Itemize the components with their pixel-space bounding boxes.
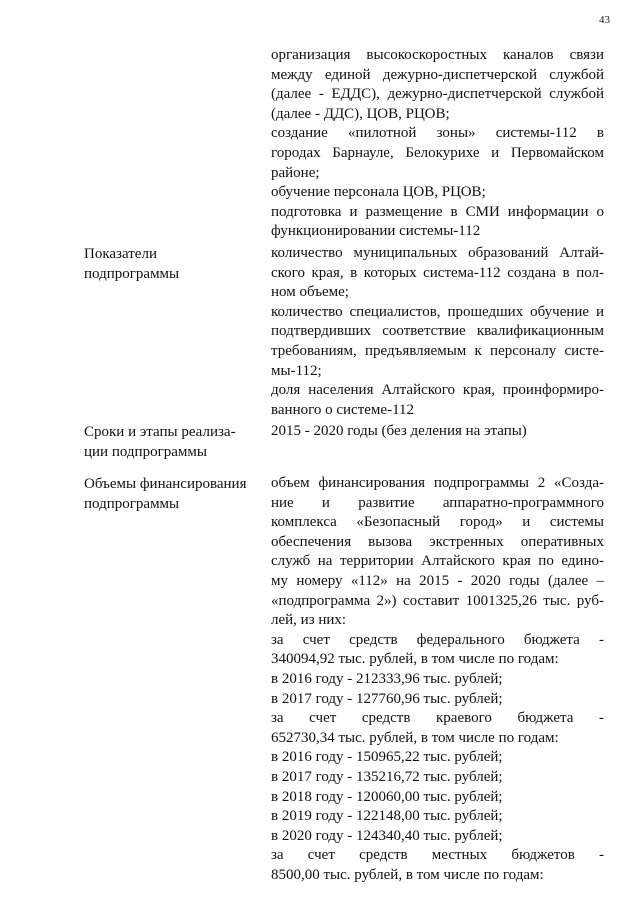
text-line: ном объеме; <box>271 284 349 301</box>
text-line: требованиям, предъявляемым к персоналу систе- <box>271 342 604 359</box>
label-line: ции подпрограммы <box>84 444 207 460</box>
text-line: «подпрограмма 2») составит 1001325,26 тыс. руб- <box>271 592 604 609</box>
row-label <box>84 474 256 514</box>
text-line: создание «пилотной зоны» системы-112 в <box>271 125 604 142</box>
label-line: Объемы финансирования <box>84 476 247 492</box>
text-line: обеспечения вызова экстренных оперативных <box>271 533 604 550</box>
text-line: ние и развитие аппаратно-программного <box>271 494 604 511</box>
text-line: подготовка и размещение в СМИ информации о <box>271 203 604 220</box>
text-line: за счет средств краевого бюджета - <box>271 710 604 727</box>
text-line: организация высокоскоростных каналов связи <box>271 47 604 63</box>
text-line: в 2019 году - 122148,00 тыс. рублей; <box>271 808 503 825</box>
financing-text <box>271 474 604 885</box>
indicators-text <box>271 244 604 420</box>
label-line: подпрограммы <box>84 496 180 512</box>
text-line: в 2017 году - 135216,72 тыс. рублей; <box>271 768 503 785</box>
text-line: городах Барнауле, Белокурихе и Первомайском <box>271 144 604 161</box>
text-line: в 2016 году - 150965,22 тыс. рублей; <box>271 749 503 766</box>
text-line: количество специалистов, прошедших обучение и <box>271 303 604 320</box>
text-line: в 2016 году - 212333,96 тыс. рублей; <box>271 670 503 687</box>
text-line: ского края, в которых система-112 создана в пол- <box>271 264 604 281</box>
text-line: доля населения Алтайского края, проинформиро- <box>271 382 604 399</box>
text-line: между единой дежурно-диспетчерской службой <box>271 66 604 83</box>
text-line: (далее - ЕДДС), дежурно-диспетчерской службой <box>271 86 604 103</box>
text-line: количество муниципальных образований Алтай- <box>271 245 604 261</box>
text-line: объем финансирования подпрограммы 2 «Созда- <box>271 475 604 491</box>
text-line: му номеру «112» на 2015 - 2020 годы (далее – <box>271 572 604 589</box>
label-line: Показатели <box>84 246 157 262</box>
text-line: комплекса «Безопасный город» и системы <box>271 514 604 531</box>
text-line: ванного о системе-112 <box>271 401 415 418</box>
page-number: 43 <box>599 14 610 26</box>
text-line: в 2017 году - 127760,96 тыс. рублей; <box>271 690 503 707</box>
activities-text <box>271 46 604 242</box>
row-label <box>84 422 256 462</box>
text-line: за счет средств федерального бюджета - <box>271 631 604 648</box>
label-line: Сроки и этапы реализа- <box>84 424 236 440</box>
text-line: мы-112; <box>271 362 322 379</box>
timeframe-text <box>271 422 604 442</box>
text-line: обучение персонала ЦОВ, РЦОВ; <box>271 184 486 201</box>
text-line: 8500,00 тыс. рублей, в том числе по годам: <box>271 866 544 883</box>
text-line: подтвердивших соответствие квалификационным <box>271 323 604 340</box>
text-line: (далее - ДДС), ЦОВ, РЦОВ; <box>271 105 450 122</box>
label-line: подпрограммы <box>84 266 180 282</box>
text-line: 2015 - 2020 годы (без деления на этапы) <box>271 423 527 439</box>
text-line: 340094,92 тыс. рублей, в том числе по годам: <box>271 651 559 668</box>
row-label <box>84 244 256 284</box>
text-line: в 2020 году - 124340,40 тыс. рублей; <box>271 827 503 844</box>
text-line: за счет средств местных бюджетов - <box>271 847 604 864</box>
text-line: в 2018 году - 120060,00 тыс. рублей; <box>271 788 503 805</box>
text-line: служб на территории Алтайского края по едино- <box>271 553 604 570</box>
text-line: районе; <box>271 164 320 181</box>
text-line: 652730,34 тыс. рублей, в том числе по годам: <box>271 729 559 746</box>
text-line: функционировании системы-112 <box>271 223 481 240</box>
text-line: лей, из них: <box>271 612 347 629</box>
